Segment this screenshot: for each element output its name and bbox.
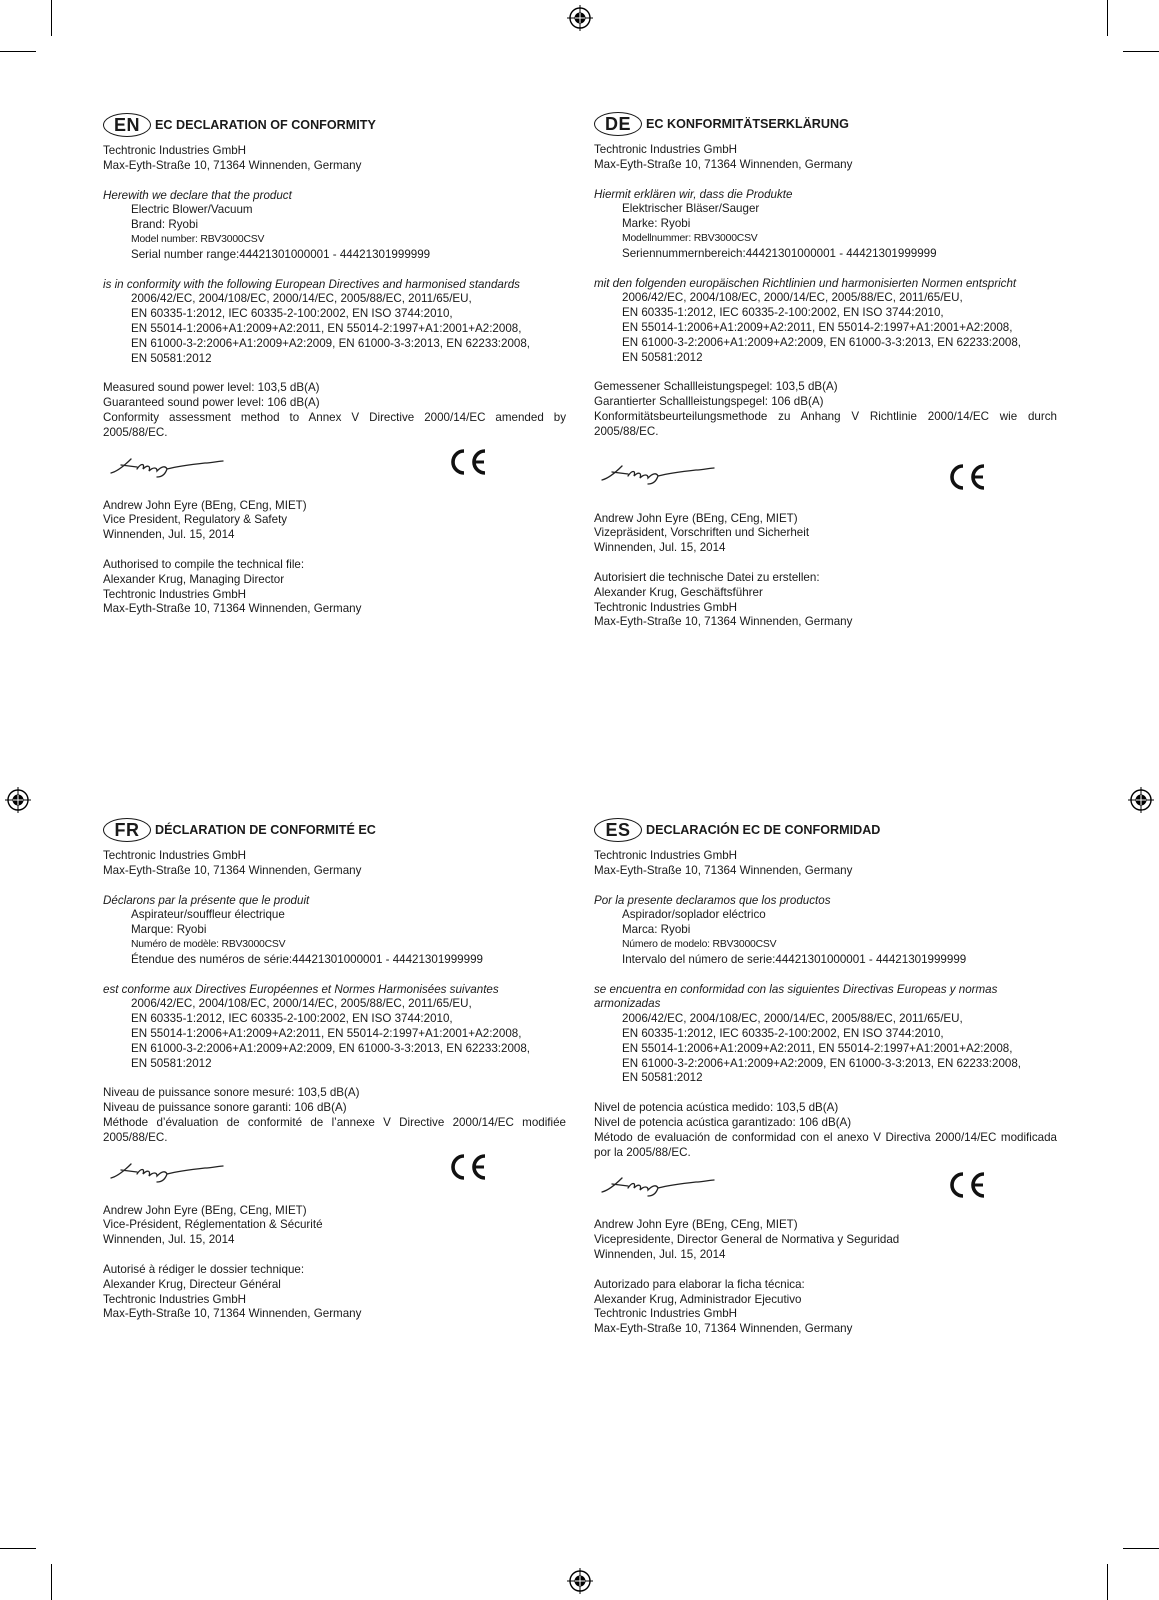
standards-line: 2006/42/EC, 2004/108/EC, 2000/14/EC, 2005/88/EC, 2011/65/EU, (131, 292, 472, 306)
declaration-intro: Herewith we declare that the product (103, 188, 292, 202)
brand: Marque: Ryobi (131, 923, 207, 937)
registration-mark-icon (567, 1568, 593, 1594)
authorised-person: Alexander Krug, Managing Director (103, 572, 285, 586)
model-number: Numéro de modèle: RBV3000CSV (131, 938, 286, 950)
declaration-intro: Hiermit erklären wir, dass die Produkte (594, 187, 793, 201)
declaration-en (103, 112, 566, 617)
signer-role: Vizepräsident, Vorschriften und Sicherheit (594, 526, 810, 540)
product-name: Elektrischer Bläser/Sauger (622, 202, 760, 216)
product-name: Aspirador/soplador eléctrico (622, 908, 766, 922)
model-number: Model number: RBV3000CSV (131, 233, 265, 245)
brand: Marke: Ryobi (622, 217, 691, 231)
standards-line: EN 50581:2012 (131, 351, 212, 365)
conformity-statement: est conforme aux Directives Européennes et Normes Harmonisées suivantes (103, 982, 499, 996)
conformity-statement: is in conformity with the following European Directives and harmonised standards (103, 277, 520, 291)
authorised-label: Autorizado para elaborar la ficha técnica: (594, 1277, 805, 1291)
authorised-person: Alexander Krug, Administrador Ejecutivo (594, 1292, 802, 1306)
declaration-fr (103, 817, 566, 1322)
guaranteed-sound-level: Guaranteed sound power level: 106 dB(A) (103, 396, 320, 410)
standards-line: 2006/42/EC, 2004/108/EC, 2000/14/EC, 2005/88/EC, 2011/65/EU, (622, 1012, 963, 1026)
crop-mark (1107, 1564, 1108, 1600)
standards-line: EN 61000-3-2:2006+A1:2009+A2:2009, EN 61000-3-3:2013, EN 62233:2008, (622, 1056, 1022, 1070)
section-title: DÉCLARATION DE CONFORMITÉ EC (155, 822, 376, 837)
standards-line: EN 60335-1:2012, IEC 60335-2-100:2002, EN ISO 3744:2010, (131, 1012, 453, 1026)
section-title: DECLARACIÓN EC DE CONFORMIDAD (646, 822, 881, 837)
standards-line: EN 50581:2012 (622, 350, 703, 364)
standards-line: EN 61000-3-2:2006+A1:2009+A2:2009, EN 61000-3-3:2013, EN 62233:2008, (131, 1041, 531, 1055)
standards-line: EN 55014-1:2006+A1:2009+A2:2011, EN 55014-2:1997+A1:2001+A2:2008, (622, 1041, 1013, 1055)
conformity-statement: mit den folgenden europäischen Richtlinien und harmonisierten Normen entspricht (594, 276, 1017, 290)
assessment-method: Método de evaluación de conformidad con el anexo V Directiva 2000/14/EC modificada por la 2005/88/EC. (594, 1130, 1057, 1159)
crop-mark (0, 51, 36, 52)
standards-line: EN 61000-3-2:2006+A1:2009+A2:2009, EN 61000-3-3:2013, EN 62233:2008, (131, 336, 531, 350)
company-address: Max-Eyth-Straße 10, 71364 Winnenden, Germany (594, 157, 853, 171)
standards-line: EN 55014-1:2006+A1:2009+A2:2011, EN 55014-2:1997+A1:2001+A2:2008, (131, 1026, 522, 1040)
signer-role: Vice President, Regulatory & Safety (103, 513, 288, 527)
standards-line: EN 60335-1:2012, IEC 60335-2-100:2002, EN ISO 3744:2010, (131, 307, 453, 321)
crop-mark (1123, 1548, 1159, 1549)
model-number: Modellnummer: RBV3000CSV (622, 232, 758, 244)
company-name: Techtronic Industries GmbH (594, 1307, 738, 1321)
company-address: Max-Eyth-Straße 10, 71364 Winnenden, Germany (103, 1307, 362, 1321)
standards-line: EN 55014-1:2006+A1:2009+A2:2011, EN 55014-2:1997+A1:2001+A2:2008, (131, 321, 522, 335)
assessment-method: Méthode d’évaluation de conformité de l’annexe V Directive 2000/14/EC modifiée 2005/88/EC. (103, 1115, 566, 1144)
serial-range: Intervalo del número de serie:44421301000001 - 44421301999999 (622, 952, 967, 966)
standards-line: EN 55014-1:2006+A1:2009+A2:2011, EN 55014-2:1997+A1:2001+A2:2008, (622, 320, 1013, 334)
brand: Marca: Ryobi (622, 923, 691, 937)
language-badge: EN (103, 113, 151, 137)
section-heading (103, 112, 566, 138)
signature (107, 453, 227, 479)
language-badge: ES (594, 818, 642, 842)
declaration-intro: Déclarons par la présente que le produit (103, 893, 310, 907)
authorised-label: Autorisiert die technische Datei zu erstellen: (594, 570, 820, 584)
section-heading (594, 817, 1057, 843)
registration-mark-icon (1128, 787, 1154, 813)
guaranteed-sound-level: Garantierter Schallleistungspegel: 106 dB(A) (594, 395, 824, 409)
section-heading (594, 111, 1057, 137)
company-address: Max-Eyth-Straße 10, 71364 Winnenden, Germany (594, 615, 853, 629)
section-heading (103, 817, 566, 843)
measured-sound-level: Nivel de potencia acústica medido: 103,5 dB(A) (594, 1101, 839, 1115)
company-address: Max-Eyth-Straße 10, 71364 Winnenden, Germany (594, 863, 853, 877)
authorised-label: Autorisé à rédiger le dossier technique: (103, 1262, 305, 1276)
standards-line: 2006/42/EC, 2004/108/EC, 2000/14/EC, 2005/88/EC, 2011/65/EU, (622, 291, 963, 305)
authorised-label: Authorised to compile the technical file: (103, 557, 305, 571)
signer-name: Andrew John Eyre (BEng, CEng, MIET) (594, 1218, 798, 1232)
signer-role: Vicepresidente, Director General de Normativa y Seguridad (594, 1233, 900, 1247)
serial-range: Serial number range:44421301000001 - 44421301999999 (131, 247, 431, 261)
conformity-statement: se encuentra en conformidad con las siguientes Directivas Europeas y normas armonizadas (594, 982, 998, 1011)
assessment-method: Konformitätsbeurteilungsmethode zu Anhang V Richtlinie 2000/14/EC wie durch 2005/88/EC. (594, 409, 1057, 438)
registration-mark-icon (567, 5, 593, 31)
guaranteed-sound-level: Niveau de puissance sonore garanti: 106 dB(A) (103, 1101, 347, 1115)
company-address: Max-Eyth-Straße 10, 71364 Winnenden, Germany (103, 863, 362, 877)
signature (598, 1172, 718, 1198)
crop-mark (1123, 51, 1159, 52)
model-number: Número de modelo: RBV3000CSV (622, 938, 777, 950)
company-address: Max-Eyth-Straße 10, 71364 Winnenden, Germany (103, 158, 362, 172)
standards-line: EN 50581:2012 (131, 1056, 212, 1070)
signature (598, 460, 718, 486)
crop-mark (51, 0, 52, 36)
registration-mark-icon (5, 787, 31, 813)
ce-mark-icon (946, 1170, 988, 1200)
company-name: Techtronic Industries GmbH (594, 849, 738, 862)
standards-line: EN 60335-1:2012, IEC 60335-2-100:2002, EN ISO 3744:2010, (622, 1026, 944, 1040)
declaration-intro: Por la presente declaramos que los productos (594, 893, 831, 907)
product-name: Electric Blower/Vacuum (131, 203, 253, 217)
signer-role: Vice-Président, Réglementation & Sécurité (103, 1218, 323, 1232)
company-address: Max-Eyth-Straße 10, 71364 Winnenden, Germany (103, 602, 362, 616)
authorised-person: Alexander Krug, Directeur Général (103, 1277, 281, 1291)
ce-mark-icon (447, 447, 489, 477)
language-badge: DE (594, 112, 642, 136)
declaration-de (594, 111, 1057, 630)
language-badge: FR (103, 818, 151, 842)
serial-range: Seriennummernbereich:44421301000001 - 44421301999999 (622, 246, 937, 260)
place-date: Winnenden, Jul. 15, 2014 (103, 528, 235, 542)
ce-mark-icon (946, 462, 988, 492)
crop-mark (51, 1564, 52, 1600)
serial-range: Étendue des numéros de série:44421301000001 - 44421301999999 (131, 952, 483, 966)
company-address: Max-Eyth-Straße 10, 71364 Winnenden, Germany (594, 1322, 853, 1336)
place-date: Winnenden, Jul. 15, 2014 (103, 1233, 235, 1247)
standards-line: EN 61000-3-2:2006+A1:2009+A2:2009, EN 61000-3-3:2013, EN 62233:2008, (622, 335, 1022, 349)
crop-mark (1107, 0, 1108, 36)
crop-mark (0, 1548, 36, 1549)
place-date: Winnenden, Jul. 15, 2014 (594, 1247, 726, 1261)
company-name: Techtronic Industries GmbH (103, 849, 247, 862)
section-title: EC KONFORMITÄTSERKLÄRUNG (646, 116, 849, 131)
company-name: Techtronic Industries GmbH (103, 144, 247, 157)
signer-name: Andrew John Eyre (BEng, CEng, MIET) (103, 1203, 307, 1217)
ce-mark-icon (447, 1152, 489, 1182)
measured-sound-level: Measured sound power level: 103,5 dB(A) (103, 381, 320, 395)
measured-sound-level: Niveau de puissance sonore mesuré: 103,5 dB(A) (103, 1086, 360, 1100)
standards-line: EN 60335-1:2012, IEC 60335-2-100:2002, EN ISO 3744:2010, (622, 306, 944, 320)
signer-name: Andrew John Eyre (BEng, CEng, MIET) (103, 498, 307, 512)
product-name: Aspirateur/souffleur électrique (131, 908, 285, 922)
signer-name: Andrew John Eyre (BEng, CEng, MIET) (594, 511, 798, 525)
measured-sound-level: Gemessener Schallleistungspegel: 103,5 dB(A) (594, 380, 838, 394)
company-name: Techtronic Industries GmbH (594, 143, 738, 156)
declaration-es (594, 817, 1057, 1337)
standards-line: EN 50581:2012 (622, 1071, 703, 1085)
brand: Brand: Ryobi (131, 218, 199, 232)
authorised-person: Alexander Krug, Geschäftsführer (594, 585, 763, 599)
company-name: Techtronic Industries GmbH (103, 587, 247, 601)
section-title: EC DECLARATION OF CONFORMITY (155, 117, 376, 132)
company-name: Techtronic Industries GmbH (594, 600, 738, 614)
standards-line: 2006/42/EC, 2004/108/EC, 2000/14/EC, 2005/88/EC, 2011/65/EU, (131, 997, 472, 1011)
assessment-method: Conformity assessment method to Annex V Directive 2000/14/EC amended by 2005/88/EC. (103, 410, 566, 439)
company-name: Techtronic Industries GmbH (103, 1292, 247, 1306)
guaranteed-sound-level: Nivel de potencia acústica garantizado: 106 dB(A) (594, 1115, 852, 1129)
signature (107, 1158, 227, 1184)
place-date: Winnenden, Jul. 15, 2014 (594, 541, 726, 555)
